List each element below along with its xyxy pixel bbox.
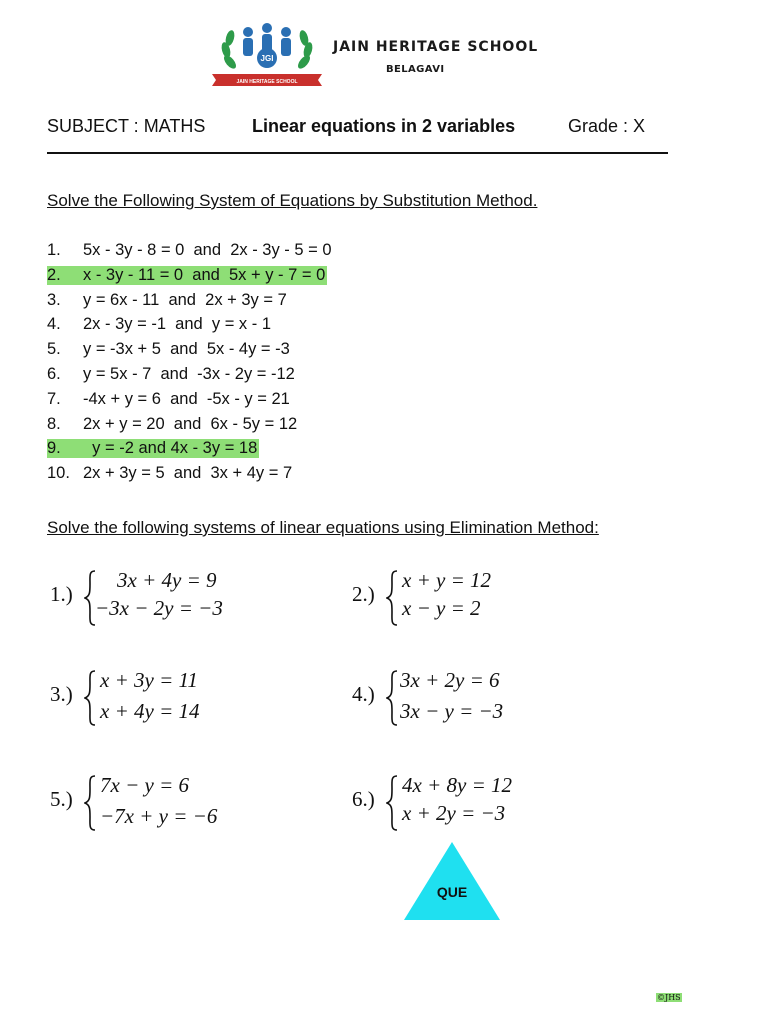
list-item — [47, 463, 467, 488]
item-number: 6. — [47, 364, 61, 383]
list-item — [47, 265, 467, 290]
item-text: x - 3y - 11 = 0 and 5x + y - 7 = 0 — [83, 265, 326, 284]
item-number: 8. — [47, 414, 61, 433]
copyright-label: ©JHS — [657, 993, 681, 1002]
equation — [47, 315, 271, 333]
system-equation: −7x + y = −6 — [100, 804, 218, 828]
que-label: QUE — [436, 884, 468, 900]
system-equation: 3x − y = −3 — [400, 699, 504, 723]
system-equation: 3x + 4y = 9 — [117, 568, 217, 592]
system-equation: 7x − y = 6 — [100, 773, 189, 797]
elimination-heading: Solve the following systems of linear equations using Elimination Method: — [47, 518, 599, 537]
equation — [47, 415, 297, 433]
item-text: 2x + 3y = 5 and 3x + 4y = 7 — [83, 464, 293, 483]
equation — [47, 464, 292, 482]
system-label: 2.) — [352, 582, 375, 606]
system-label: 4.) — [352, 682, 375, 706]
equation-system — [352, 773, 612, 837]
logo-ribbon-text: JAIN HERITAGE SCHOOL — [236, 79, 298, 85]
equation-system — [50, 568, 310, 632]
list-item — [47, 290, 467, 315]
brace-icon — [386, 775, 398, 831]
school-city: BELAGAVI — [386, 64, 445, 75]
list-item — [47, 314, 467, 339]
system-equation: 3x + 2y = 6 — [400, 668, 500, 692]
system-equation: x + 4y = 14 — [100, 699, 200, 723]
item-text: 5x - 3y - 8 = 0 and 2x - 3y - 5 = 0 — [83, 241, 332, 259]
equation — [47, 340, 290, 358]
item-text: y = -2 and 4x - 3y = 18 — [83, 439, 258, 458]
grade-label: Grade : X — [568, 116, 646, 136]
emblem-text: JGI — [260, 54, 274, 63]
equation — [47, 390, 290, 408]
system-equation: x + 3y = 11 — [100, 668, 198, 692]
system-label: 3.) — [50, 682, 73, 706]
equation-system — [50, 773, 310, 837]
school-name: JAIN HERITAGE SCHOOL — [333, 39, 539, 55]
equation-system — [50, 668, 310, 732]
list-item — [47, 339, 467, 364]
substitution-heading: Solve the Following System of Equations by Substitution Method. — [47, 191, 538, 210]
topic-title: Linear equations in 2 variables — [252, 116, 516, 136]
list-item — [47, 438, 467, 463]
system-equation: −3x − 2y = −3 — [95, 596, 223, 620]
item-text: 2x - 3y = -1 and y = x - 1 — [83, 315, 272, 334]
system-label: 5.) — [50, 787, 73, 811]
list-item — [47, 414, 467, 439]
item-text: y = 6x - 11 and 2x + 3y = 7 — [83, 290, 287, 309]
equation-system — [352, 668, 612, 732]
brace-icon — [386, 670, 398, 726]
item-number: 7. — [47, 389, 61, 408]
triangle-icon — [404, 842, 500, 920]
brace-icon — [386, 570, 398, 626]
equation — [47, 291, 287, 309]
brace-icon — [84, 775, 96, 831]
system-label: 6.) — [352, 787, 375, 811]
header-divider — [47, 152, 668, 154]
system-equation: x − y = 2 — [402, 596, 481, 620]
highlighted-equation — [47, 439, 259, 458]
item-number: 9. — [47, 439, 61, 458]
equation — [47, 241, 332, 259]
item-text: y = 5x - 7 and -3x - 2y = -12 — [83, 364, 295, 383]
equation-system — [352, 568, 612, 632]
system-equation: 4x + 8y = 12 — [402, 773, 512, 797]
school-logo — [208, 18, 326, 90]
highlighted-equation — [47, 266, 327, 285]
item-number: 10. — [47, 464, 70, 483]
list-item — [47, 240, 467, 265]
system-equation: x + y = 12 — [402, 568, 491, 592]
system-label: 1.) — [50, 582, 73, 606]
equation — [47, 365, 295, 383]
item-text: 2x + y = 20 and 6x - 5y = 12 — [83, 414, 298, 433]
item-number: 2. — [47, 265, 61, 284]
substitution-list — [47, 240, 467, 488]
item-number: 4. — [47, 315, 61, 334]
brace-icon — [84, 670, 96, 726]
list-item — [47, 389, 467, 414]
subject-label: SUBJECT : MATHS — [47, 116, 206, 136]
item-number: 3. — [47, 290, 61, 309]
item-text: y = -3x + 5 and 5x - 4y = -3 — [83, 340, 290, 359]
list-item — [47, 364, 467, 389]
item-number: 5. — [47, 340, 61, 359]
item-text: -4x + y = 6 and -5x - y = 21 — [83, 389, 290, 408]
item-number: 1. — [47, 241, 61, 259]
system-equation: x + 2y = −3 — [402, 801, 506, 825]
